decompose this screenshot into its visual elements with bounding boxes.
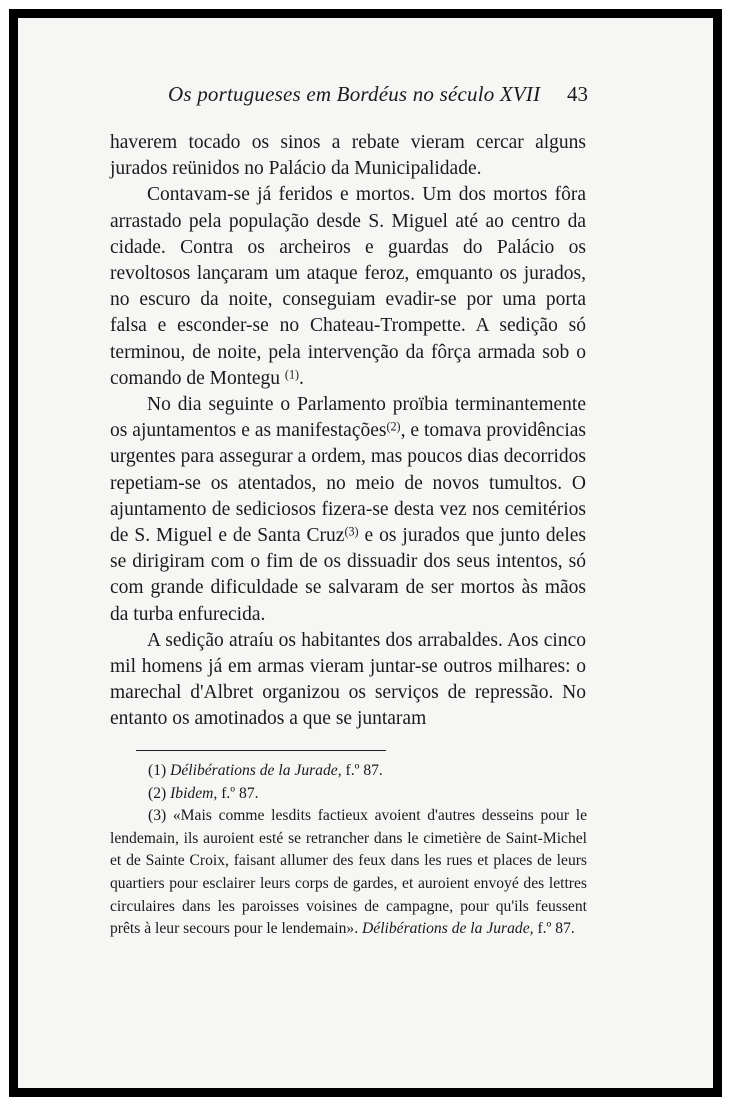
paragraph [110,130,586,182]
footnote-mark: (3) [148,807,167,825]
footnote [110,760,587,783]
footnote-ref-text: f.º 87. [217,784,259,802]
footnotes [110,760,587,941]
paragraph [110,392,586,628]
footnote [110,783,587,806]
footnote-ref: (1) [284,367,300,382]
punctuation: . [299,367,304,389]
paragraph-text: A sedição atraíu os habitantes dos arrabaldes. Aos cinco mil homens já em armas vieram juntar-se outros milhares: o marechal d'Albret organizou os serviços de repressão. No entanto os amotinados a que se juntaram [110,629,586,730]
paragraph [110,182,586,392]
paragraph-text: No dia seguinte o Parlamento proïbia terminantemente os ajuntamentos e as manifestações [110,394,586,442]
footnote-mark: (1) [148,762,167,779]
page-frame [9,9,722,1097]
footnote-divider [136,750,386,751]
footnote-title: Délibérations de la Jurade, [170,762,342,779]
page-number: 43 [567,82,588,106]
footnote-title: Délibérations de la Jurade, [362,920,534,938]
footnote-ref-text: f.º 87. [533,920,575,938]
body-text [110,130,586,733]
footnote-ref: (3) [344,524,359,539]
paragraph-text: Contavam-se já feridos e mortos. Um dos mortos fôra arrastado pela população desde S. Miguel até ao centro da cidade. Contra os archeiros e guardas do Palácio os revoltosos lançaram um ataque feroz, emquanto os jurados, no escuro da noite, conseguiam evadir-se por uma porta falsa e esconder-se no Chateau-Trompette. A sedição só terminou, de noite, pela intervenção da fôrça armada sob o comando de Montegu [110,184,586,389]
paragraph-text: , e tomava providências urgentes para assegurar a ordem, mas poucos dias decorridos repetiam-se os atentados, no meio de novos tumultos. O ajuntamento de sediciosos fizera-se desta vez nos cemitérios de S. Miguel e de Santa Cruz [110,420,586,547]
paragraph-text: e os jurados que junto deles se dirigiram com o fim de os dissuadir dos seus intentos, só com grande dificuldade se salvaram de ser mortos às mãos da turba enfurecida. [110,525,586,625]
footnote-text: «Mais comme lesdits factieux avoient d'autres desseins pour le lendemain, ils auroient esté se retrancher dans le cimetière de Saint-Michel et de Sainte Croix, faisant allumer des feux dans les rues et places de leurs quartiers pour esclairer leurs corps de gardes, et auroient envoyé des lettres circulaires dans les paroisses voisines de campagne, pour qu'ils feussent prêts à leur secours pour le lendemain». [110,807,587,938]
paragraph [110,628,586,733]
footnote [110,805,587,941]
footnote-mark: (2) [148,784,167,802]
paragraph-text: haverem tocado os sinos a rebate vieram cercar alguns jurados reünidos no Palácio da Municipalidade. [110,132,586,180]
footnote-ref: (2) [386,419,401,434]
page-header [168,82,588,107]
footnote-ref-text: f.º 87. [341,762,383,779]
footnote-title: Ibidem, [170,784,218,802]
running-title: Os portugueses em Bordéus no século XVII [168,82,541,106]
